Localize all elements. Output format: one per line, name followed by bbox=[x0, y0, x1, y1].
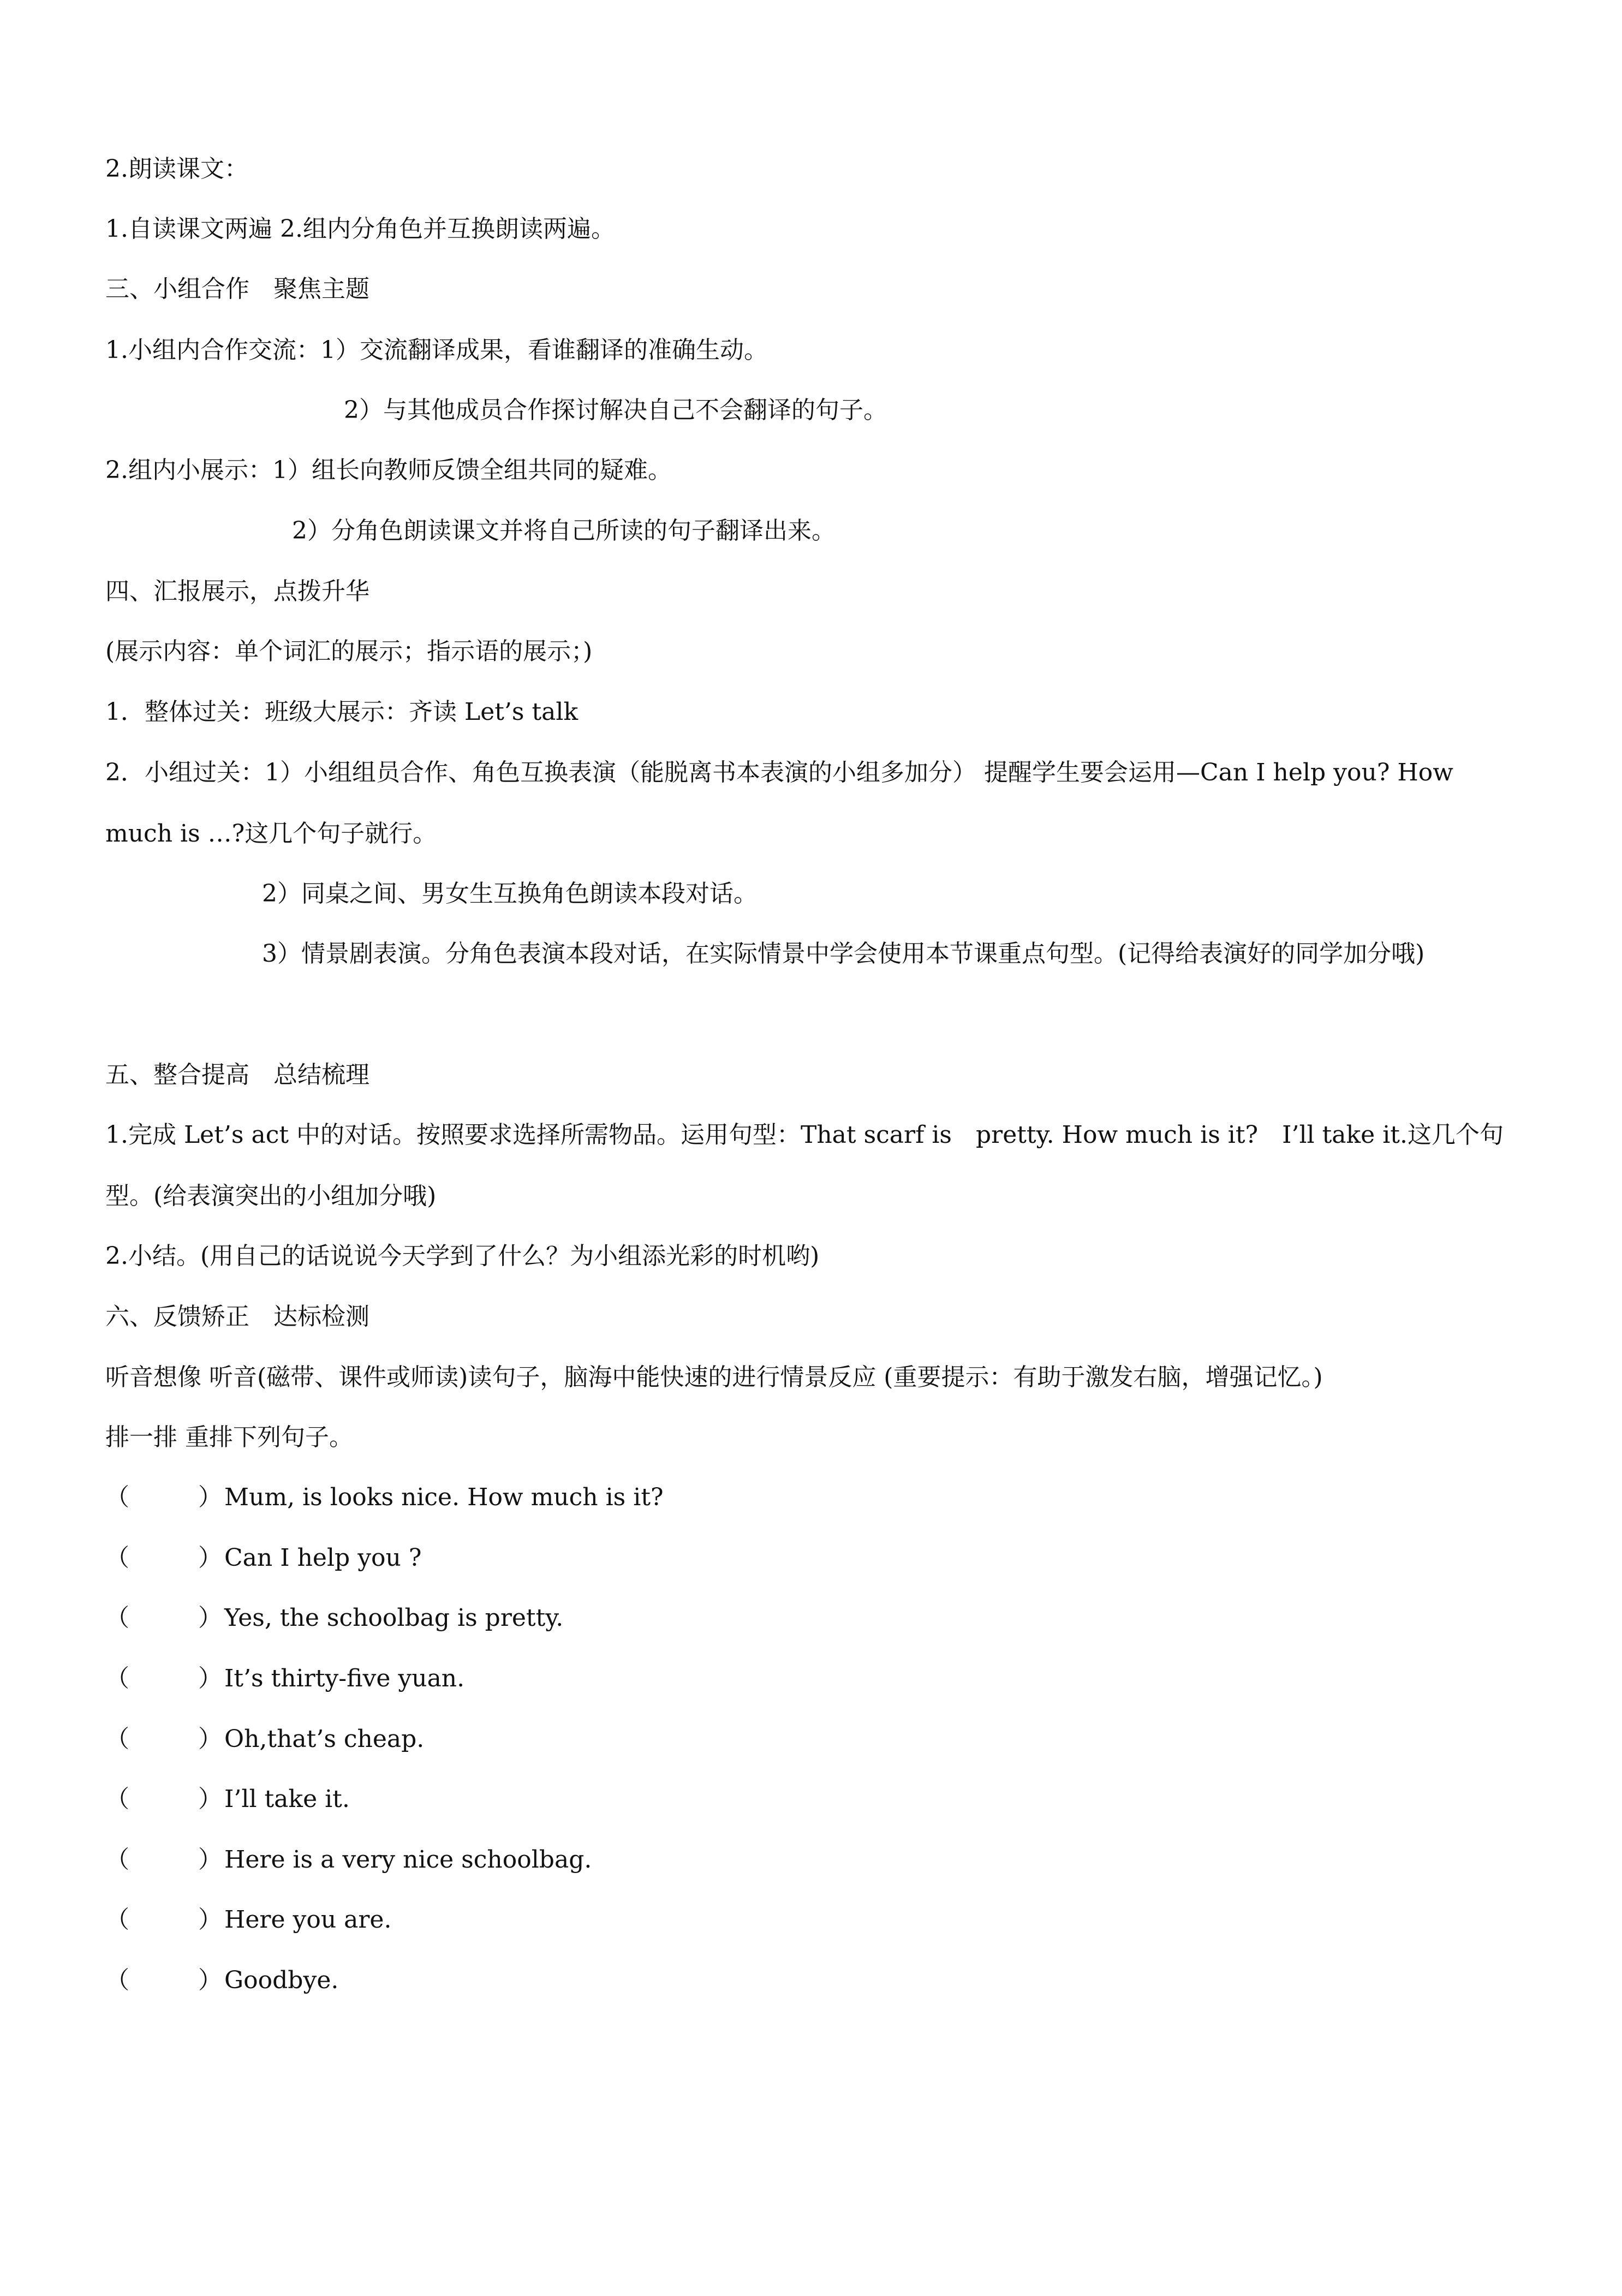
section-heading: 三、小组合作 聚焦主题 bbox=[105, 275, 369, 303]
text-line: (展示内容：单个词汇的展示；指示语的展示；) bbox=[105, 637, 593, 665]
answer-blank-open: （ bbox=[105, 1966, 129, 1994]
answer-blank-close: ） bbox=[198, 1725, 222, 1753]
reorder-item bbox=[105, 1964, 338, 1997]
reorder-item bbox=[105, 1723, 424, 1756]
section-heading: 六、反馈矫正 达标检测 bbox=[105, 1303, 369, 1331]
reorder-item bbox=[105, 1783, 350, 1816]
answer-blank-open: （ bbox=[105, 1483, 129, 1511]
reorder-item bbox=[105, 1904, 391, 1936]
answer-blank-close: ） bbox=[198, 1483, 222, 1511]
text-line: 2.组内小展示：1）组长向教师反馈全组共同的疑难。 bbox=[105, 456, 672, 484]
text-line: 1．整体过关：班级大展示：齐读 Let’s talk bbox=[105, 698, 579, 726]
answer-blank-close: ） bbox=[198, 1846, 222, 1874]
section-heading: 四、汇报展示，点拨升华 bbox=[105, 577, 369, 605]
answer-blank-open: （ bbox=[105, 1785, 129, 1813]
reorder-item bbox=[105, 1602, 563, 1635]
reorder-item bbox=[105, 1662, 464, 1695]
answer-blank-open: （ bbox=[105, 1725, 129, 1753]
answer-blank-close: ） bbox=[198, 1785, 222, 1813]
answer-blank-close: ） bbox=[198, 1966, 222, 1994]
answer-blank-open: （ bbox=[105, 1544, 129, 1572]
answer-blank-close: ） bbox=[198, 1906, 222, 1934]
text-paragraph: 3）情景剧表演。分角色表演本段对话，在实际情景中学会使用本节课重点句型。(记得给表演好的同学加分哦) bbox=[262, 940, 1425, 968]
reorder-sentence: I’ll take it. bbox=[224, 1785, 350, 1813]
text-paragraph: 2．小组过关：1）小组组员合作、角色互换表演（能脱离书本表演的小组多加分） 提醒学生要会运用—Can I help you? How much is …?这几个句子就行。 bbox=[105, 759, 1453, 848]
reorder-sentence: Here is a very nice schoolbag. bbox=[224, 1846, 592, 1874]
text-paragraph: 1.完成 Let’s act 中的对话。按照要求选择所需物品。运用句型：That scarf is pretty. How much is it? I’ll take it.这几个句型。(给表演突出的小组加分哦) bbox=[105, 1121, 1504, 1210]
reorder-item bbox=[105, 1542, 421, 1575]
text-line: 听音想像 听音(磁带、课件或师读)读句子，脑海中能快速的进行情景反应 (重要提示：有助于激发右脑，增强记忆。) bbox=[105, 1363, 1323, 1391]
reorder-sentence: It’s thirty-five yuan. bbox=[224, 1665, 465, 1692]
answer-blank-open: （ bbox=[105, 1665, 129, 1692]
answer-blank-close: ） bbox=[198, 1544, 222, 1572]
reorder-item bbox=[105, 1844, 592, 1876]
reorder-sentence: Can I help you ? bbox=[224, 1544, 422, 1572]
reorder-sentence: Mum, is looks nice. How much is it? bbox=[224, 1483, 664, 1511]
text-line: 2）与其他成员合作探讨解决自己不会翻译的句子。 bbox=[344, 396, 887, 424]
answer-blank-open: （ bbox=[105, 1846, 129, 1874]
reorder-sentence: Here you are. bbox=[224, 1906, 392, 1934]
reorder-item bbox=[105, 1481, 664, 1514]
text-line: 2.小结。(用自己的话说说今天学到了什么？为小组添光彩的时机哟) bbox=[105, 1242, 820, 1270]
reorder-sentence: Yes, the schoolbag is pretty. bbox=[224, 1604, 564, 1632]
answer-blank-open: （ bbox=[105, 1604, 129, 1632]
text-line: 排一排 重排下列句子。 bbox=[105, 1423, 353, 1451]
reorder-sentence: Goodbye. bbox=[224, 1966, 339, 1994]
reorder-sentence: Oh,that’s cheap. bbox=[224, 1725, 425, 1753]
text-line: 2）同桌之间、男女生互换角色朗读本段对话。 bbox=[262, 880, 758, 908]
section-heading: 五、整合提高 总结梳理 bbox=[105, 1061, 369, 1089]
text-line: 1.自读课文两遍 2.组内分角色并互换朗读两遍。 bbox=[105, 215, 615, 243]
answer-blank-close: ） bbox=[198, 1665, 222, 1692]
answer-blank-open: （ bbox=[105, 1906, 129, 1934]
text-line: 2.朗读课文： bbox=[105, 155, 248, 183]
text-line: 1.小组内合作交流：1）交流翻译成果，看谁翻译的准确生动。 bbox=[105, 336, 768, 364]
answer-blank-close: ） bbox=[198, 1604, 222, 1632]
text-line: 2）分角色朗读课文并将自己所读的句子翻译出来。 bbox=[292, 517, 836, 545]
